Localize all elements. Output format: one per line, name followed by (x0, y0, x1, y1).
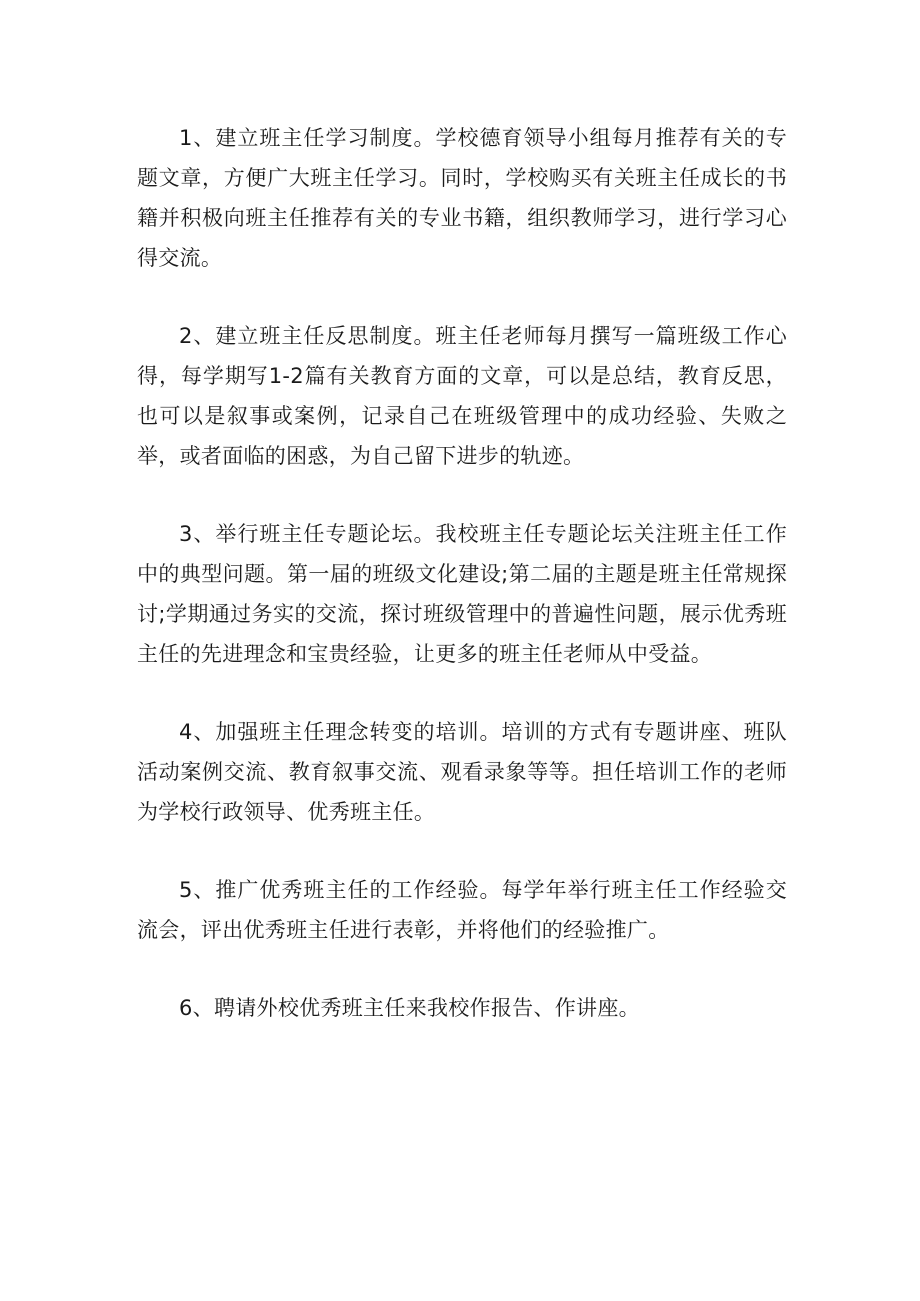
paragraph-1: 1、建立班主任学习制度。学校德育领导小组每月推荐有关的专题文章，方便广大班主任学习。同时，学校购买有关班主任成长的书籍并积极向班主任推荐有关的专业书籍，组织教师学习，进行学习心得交流。 (137, 126, 787, 270)
paragraph-2: 2、建立班主任反思制度。班主任老师每月撰写一篇班级工作心得，每学期写1-2篇有关教育方面的文章，可以是总结，教育反思，也可以是叙事或案例，记录自己在班级管理中的成功经验、失败之举，或者面临的困惑，为自己留下进步的轨迹。 (137, 324, 787, 468)
document-body (137, 118, 787, 1066)
paragraph-4: 4、加强班主任理念转变的培训。培训的方式有专题讲座、班队活动案例交流、教育叙事交流、观看录象等等。担任培训工作的老师为学校行政领导、优秀班主任。 (137, 720, 787, 824)
paragraph-3: 3、举行班主任专题论坛。我校班主任专题论坛关注班主任工作中的典型问题。第一届的班级文化建设;第二届的主题是班主任常规探讨;学期通过务实的交流，探讨班级管理中的普遍性问题，展示优秀班主任的先进理念和宝贵经验，让更多的班主任老师从中受益。 (137, 522, 787, 666)
paragraph-6: 6、聘请外校优秀班主任来我校作报告、作讲座。 (179, 996, 640, 1020)
paragraph-5: 5、推广优秀班主任的工作经验。每学年举行班主任工作经验交流会，评出优秀班主任进行表彰，并将他们的经验推广。 (137, 878, 787, 942)
